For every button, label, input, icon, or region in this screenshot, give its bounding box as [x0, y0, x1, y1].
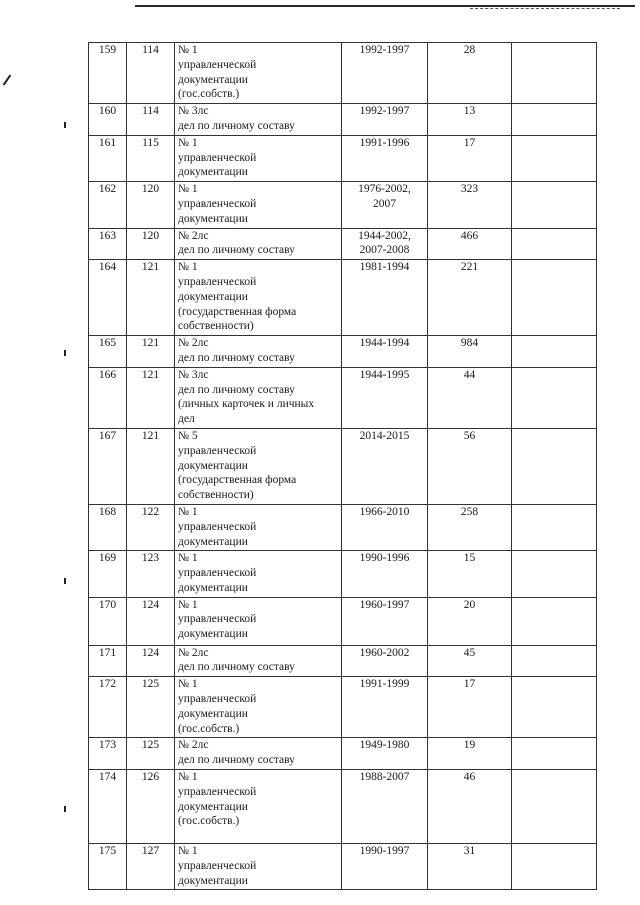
inventory-title-line: управленческой	[178, 567, 257, 580]
table-row	[89, 677, 597, 738]
inventory-title-cell	[175, 551, 342, 597]
fund-number-cell: 125	[127, 738, 175, 770]
inventory-title-line: управленческой	[178, 785, 257, 798]
file-count-cell: 466	[428, 228, 512, 260]
inventory-title-line: № 1	[178, 136, 198, 149]
row-number-cell: 168	[89, 504, 127, 550]
row-number-cell: 164	[89, 260, 127, 336]
inventory-title-cell	[175, 228, 342, 260]
note-cell	[512, 135, 597, 181]
date-range-cell	[342, 770, 428, 844]
inventory-title-cell	[175, 182, 342, 228]
inventory-title-cell	[175, 597, 342, 645]
inventory-title-line: № 1	[178, 678, 198, 691]
fund-number-cell: 124	[127, 597, 175, 645]
note-cell	[512, 677, 597, 738]
inventory-title-line: управленческой	[178, 197, 257, 210]
date-range-cell	[342, 228, 428, 260]
date-range-line: 1944-1995	[359, 368, 410, 381]
file-count-cell: 15	[428, 551, 512, 597]
inventory-title-cell	[175, 677, 342, 738]
inventory-title-line: № 3лс	[178, 105, 209, 118]
inventory-title-line: документации	[178, 459, 248, 472]
date-range-line: 1960-2002	[359, 646, 410, 659]
date-range-cell	[342, 844, 428, 890]
inventory-title-cell	[175, 738, 342, 770]
row-number-cell: 161	[89, 135, 127, 181]
date-range-cell	[342, 135, 428, 181]
note-cell	[512, 260, 597, 336]
note-cell	[512, 551, 597, 597]
table-row	[89, 43, 597, 104]
inventory-title-line: дел по личному составу	[178, 661, 295, 674]
row-number-cell: 173	[89, 738, 127, 770]
row-number-cell: 171	[89, 645, 127, 677]
note-cell	[512, 336, 597, 368]
table-row	[89, 844, 597, 890]
date-range-line: 1944-2002,	[358, 229, 411, 242]
inventory-title-line: документации	[178, 874, 248, 887]
inventory-title-line: № 2лс	[178, 739, 209, 752]
row-number-cell: 175	[89, 844, 127, 890]
inventory-title-line: управленческой	[178, 613, 257, 626]
file-count-cell: 323	[428, 182, 512, 228]
inventory-title-line: документации	[178, 628, 248, 641]
row-number-cell: 165	[89, 336, 127, 368]
note-cell	[512, 228, 597, 260]
file-count-cell: 31	[428, 844, 512, 890]
fund-number-cell: 121	[127, 260, 175, 336]
row-number-cell: 167	[89, 428, 127, 504]
table-row	[89, 770, 597, 844]
date-range-cell	[342, 182, 428, 228]
scan-mark	[64, 806, 66, 812]
fund-number-cell: 120	[127, 228, 175, 260]
file-count-cell: 44	[428, 367, 512, 428]
date-range-cell	[342, 428, 428, 504]
date-range-line: 2007-2008	[359, 244, 410, 257]
file-count-cell: 56	[428, 428, 512, 504]
file-count-cell: 984	[428, 336, 512, 368]
row-number-cell: 160	[89, 104, 127, 136]
date-range-line: 1976-2002,	[358, 183, 411, 196]
row-number-cell: 169	[89, 551, 127, 597]
fund-number-cell: 121	[127, 367, 175, 428]
table-row	[89, 645, 597, 677]
table-row	[89, 428, 597, 504]
table-body	[89, 43, 597, 890]
fund-number-cell: 120	[127, 182, 175, 228]
inventory-title-line: управленческой	[178, 520, 257, 533]
date-range-cell	[342, 645, 428, 677]
fund-number-cell: 125	[127, 677, 175, 738]
inventory-title-cell	[175, 43, 342, 104]
date-range-line: 1990-1996	[359, 552, 410, 565]
inventory-title-line: (личных карточек и личных	[178, 398, 315, 411]
fund-number-cell: 123	[127, 551, 175, 597]
row-number-cell: 162	[89, 182, 127, 228]
fund-number-cell: 126	[127, 770, 175, 844]
inventory-title-line: (гос.собств.)	[178, 722, 240, 735]
file-count-cell: 17	[428, 135, 512, 181]
inventory-title-cell	[175, 336, 342, 368]
note-cell	[512, 367, 597, 428]
file-count-cell: 221	[428, 260, 512, 336]
file-count-cell: 19	[428, 738, 512, 770]
inventory-title-cell	[175, 428, 342, 504]
date-range-line: 1988-2007	[359, 771, 410, 784]
table-row	[89, 182, 597, 228]
fund-number-cell: 114	[127, 104, 175, 136]
inventory-title-line: № 2лс	[178, 337, 209, 350]
date-range-line: 1966-2010	[359, 505, 410, 518]
inventory-title-line: № 1	[178, 505, 198, 518]
inventory-title-line: дел по личному составу	[178, 351, 295, 364]
date-range-line: 2014-2015	[359, 429, 410, 442]
inventory-title-line: документации	[178, 166, 248, 179]
table-row	[89, 738, 597, 770]
file-count-cell: 13	[428, 104, 512, 136]
date-range-cell	[342, 43, 428, 104]
row-number-cell: 163	[89, 228, 127, 260]
inventory-title-line: дел по личному составу	[178, 119, 295, 132]
date-range-cell	[342, 336, 428, 368]
date-range-cell	[342, 677, 428, 738]
note-cell	[512, 770, 597, 844]
table-row	[89, 260, 597, 336]
scan-top-border-line	[135, 5, 635, 7]
table-row	[89, 367, 597, 428]
inventory-title-line: управленческой	[178, 58, 257, 71]
table-row	[89, 551, 597, 597]
inventory-title-line: дел по личному составу	[178, 383, 295, 396]
inventory-title-line: документации	[178, 290, 248, 303]
file-count-cell: 258	[428, 504, 512, 550]
inventory-title-cell	[175, 367, 342, 428]
note-cell	[512, 504, 597, 550]
inventory-title-line: дел	[178, 413, 195, 426]
inventory-title-line: документации	[178, 581, 248, 594]
inventory-title-line: № 1	[178, 261, 198, 274]
date-range-cell	[342, 551, 428, 597]
date-range-line: 1960-1997	[359, 598, 410, 611]
date-range-line: 1944-1994	[359, 337, 410, 350]
inventory-title-line: (гос.собств.)	[178, 88, 240, 101]
inventory-title-line: управленческой	[178, 151, 257, 164]
table-row	[89, 504, 597, 550]
note-cell	[512, 43, 597, 104]
date-range-cell	[342, 260, 428, 336]
fund-number-cell: 121	[127, 428, 175, 504]
date-range-line: 1992-1997	[359, 105, 410, 118]
inventory-title-line: № 2лс	[178, 229, 209, 242]
file-count-cell: 45	[428, 645, 512, 677]
table-row	[89, 135, 597, 181]
scan-mark	[64, 122, 66, 128]
scan-mark	[64, 350, 66, 356]
inventory-title-line: № 1	[178, 845, 198, 858]
date-range-cell	[342, 504, 428, 550]
inventory-title-line: дел по личному составу	[178, 244, 295, 257]
table-row	[89, 228, 597, 260]
date-range-cell	[342, 738, 428, 770]
file-count-cell: 17	[428, 677, 512, 738]
inventory-title-line: документации	[178, 535, 248, 548]
inventory-title-line: № 5	[178, 429, 198, 442]
inventory-title-line: № 1	[178, 552, 198, 565]
date-range-cell	[342, 104, 428, 136]
inventory-title-line: документации	[178, 212, 248, 225]
inventory-title-cell	[175, 770, 342, 844]
inventory-title-line: управленческой	[178, 275, 257, 288]
date-range-line: 1992-1997	[359, 44, 410, 56]
inventory-title-cell	[175, 645, 342, 677]
scan-mark	[3, 75, 12, 86]
fund-number-cell: 114	[127, 43, 175, 104]
file-count-cell: 46	[428, 770, 512, 844]
table-row	[89, 597, 597, 645]
inventory-title-cell	[175, 260, 342, 336]
fund-number-cell: 127	[127, 844, 175, 890]
date-range-line: 1949-1980	[359, 739, 410, 752]
note-cell	[512, 104, 597, 136]
date-range-line: 2007	[373, 197, 396, 210]
fund-number-cell: 122	[127, 504, 175, 550]
inventory-title-line: (государственная форма	[178, 474, 297, 487]
inventory-title-cell	[175, 844, 342, 890]
inventory-title-line: документации	[178, 73, 248, 86]
date-range-cell	[342, 367, 428, 428]
inventory-title-cell	[175, 135, 342, 181]
date-range-cell	[342, 597, 428, 645]
note-cell	[512, 844, 597, 890]
note-cell	[512, 182, 597, 228]
inventory-title-line: (государственная форма	[178, 305, 297, 318]
inventory-title-line: управленческой	[178, 693, 257, 706]
row-number-cell: 172	[89, 677, 127, 738]
inventory-title-line: № 3лс	[178, 368, 209, 381]
inventory-title-line: документации	[178, 707, 248, 720]
scan-mark	[64, 578, 66, 584]
inventory-title-line: дел по личному составу	[178, 754, 295, 767]
date-range-line: 1990-1997	[359, 845, 410, 858]
file-count-cell: 20	[428, 597, 512, 645]
note-cell	[512, 428, 597, 504]
archive-register-table	[88, 42, 597, 890]
date-range-line: 1991-1999	[359, 678, 410, 691]
inventory-title-cell	[175, 504, 342, 550]
table-row	[89, 104, 597, 136]
row-number-cell: 174	[89, 770, 127, 844]
inventory-title-line: документации	[178, 800, 248, 813]
row-number-cell: 170	[89, 597, 127, 645]
fund-number-cell: 124	[127, 645, 175, 677]
row-number-cell: 159	[89, 43, 127, 104]
note-cell	[512, 597, 597, 645]
inventory-title-line: № 1	[178, 183, 198, 196]
inventory-title-line: (гос.собств.)	[178, 815, 240, 828]
inventory-title-cell	[175, 104, 342, 136]
inventory-title-line: № 1	[178, 44, 198, 56]
fund-number-cell: 115	[127, 135, 175, 181]
inventory-title-line: собственности)	[178, 489, 254, 502]
fund-number-cell: 121	[127, 336, 175, 368]
table-row	[89, 336, 597, 368]
inventory-title-line: собственности)	[178, 320, 254, 333]
inventory-title-line: управленческой	[178, 859, 257, 872]
inventory-title-line: № 1	[178, 771, 198, 784]
inventory-title-line: № 2лс	[178, 646, 209, 659]
date-range-line: 1981-1994	[359, 261, 410, 274]
row-number-cell: 166	[89, 367, 127, 428]
inventory-title-line: управленческой	[178, 444, 257, 457]
scan-top-dashed-line	[470, 8, 620, 10]
note-cell	[512, 645, 597, 677]
date-range-line: 1991-1996	[359, 136, 410, 149]
note-cell	[512, 738, 597, 770]
file-count-cell: 28	[428, 43, 512, 104]
inventory-title-line: № 1	[178, 598, 198, 611]
